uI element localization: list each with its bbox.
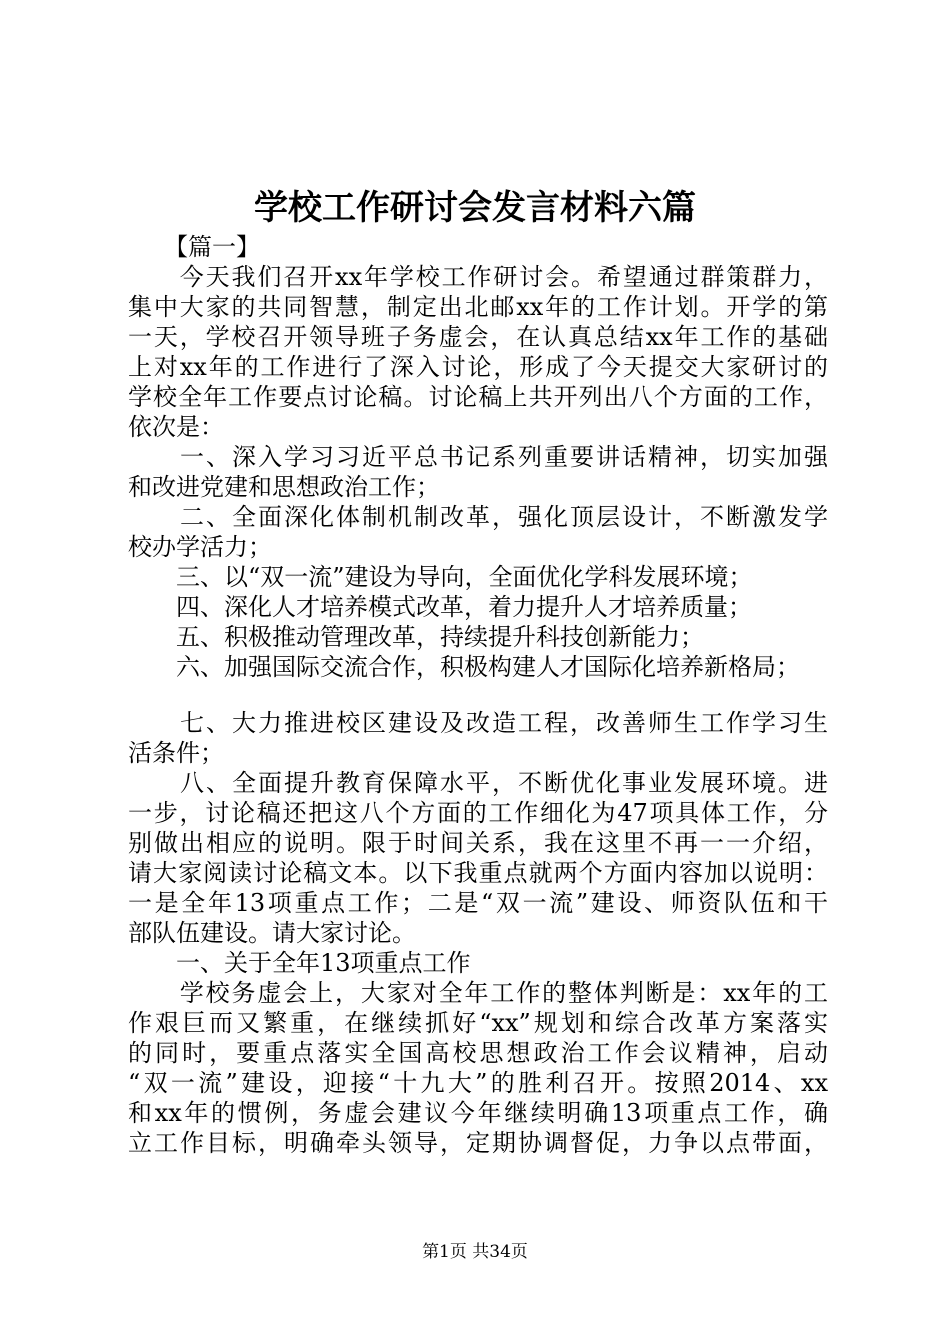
blank-line <box>128 682 828 708</box>
section-heading: 一、关于全年13项重点工作 <box>128 949 471 977</box>
paragraph-line: 集中大家的共同智慧，制定出北邮xx年的工作计划。开学的第 <box>128 293 828 321</box>
paragraph-line: 四、深化人才培养模式改革，着力提升人才培养质量； <box>128 593 752 621</box>
paragraph-line: 八、全面提升教育保障水平，不断优化事业发展环境。进 <box>128 769 828 797</box>
paragraph-line: 依次是： <box>128 413 224 441</box>
paragraph-line: 校办学活力； <box>128 533 272 561</box>
paragraph-line: 三、以“双一流”建设为导向，全面优化学科发展环境； <box>128 563 753 591</box>
paragraph-line: 部队伍建设。请大家讨论。 <box>128 919 416 947</box>
paragraph-line: 学校全年工作要点讨论稿。讨论稿上共开列出八个方面的工作， <box>128 383 828 411</box>
paragraph-line: 活条件； <box>128 739 224 767</box>
section-heading: 【篇一】 <box>128 233 260 261</box>
paragraph-line: 上对xx年的工作进行了深入讨论，形成了今天提交大家研讨的 <box>128 353 828 381</box>
paragraph-line: 一步，讨论稿还把这八个方面的工作细化为47项具体工作，分 <box>128 799 828 827</box>
paragraph-line: 和xx年的惯例，务虚会建议今年继续明确13项重点工作，确 <box>128 1099 828 1127</box>
paragraph-line: 请大家阅读讨论稿文本。以下我重点就两个方面内容加以说明： <box>128 859 828 887</box>
paragraph-line: 七、大力推进校区建设及改造工程，改善师生工作学习生 <box>128 709 828 737</box>
paragraph-line: 一天，学校召开领导班子务虚会，在认真总结xx年工作的基础 <box>128 323 828 351</box>
page-footer: 第1页 共34页 <box>422 1242 528 1262</box>
paragraph-line: 六、加强国际交流合作，积极构建人才国际化培养新格局； <box>128 653 800 681</box>
paragraph-line: 和改进党建和思想政治工作； <box>128 473 440 501</box>
paragraph-line: 二、全面深化体制机制改革，强化顶层设计，不断激发学 <box>128 503 828 531</box>
paragraph-line: “双一流”建设，迎接“十九大”的胜利召开。按照2014、xx <box>128 1069 828 1097</box>
paragraph-line: 别做出相应的说明。限于时间关系，我在这里不再一一介绍， <box>128 829 828 857</box>
paragraph-line: 立工作目标，明确牵头领导，定期协调督促，力争以点带面， <box>128 1129 828 1157</box>
paragraph-line: 学校务虚会上，大家对全年工作的整体判断是：xx年的工 <box>128 979 828 1007</box>
paragraph-line: 作艰巨而又繁重，在继续抓好“xx”规划和综合改革方案落实 <box>128 1009 828 1037</box>
document-title: 学校工作研讨会发言材料六篇 <box>254 188 696 228</box>
paragraph-line: 五、积极推动管理改革，持续提升科技创新能力； <box>128 623 704 651</box>
paragraph-line: 的同时，要重点落实全国高校思想政治工作会议精神，启动 <box>128 1039 828 1067</box>
document-body <box>128 232 828 1158</box>
paragraph-line: 一是全年13项重点工作；二是“双一流”建设、师资队伍和干 <box>128 889 828 917</box>
paragraph-line: 一、深入学习习近平总书记系列重要讲话精神，切实加强 <box>128 443 828 471</box>
paragraph-line: 今天我们召开xx年学校工作研讨会。希望通过群策群力， <box>128 263 828 291</box>
